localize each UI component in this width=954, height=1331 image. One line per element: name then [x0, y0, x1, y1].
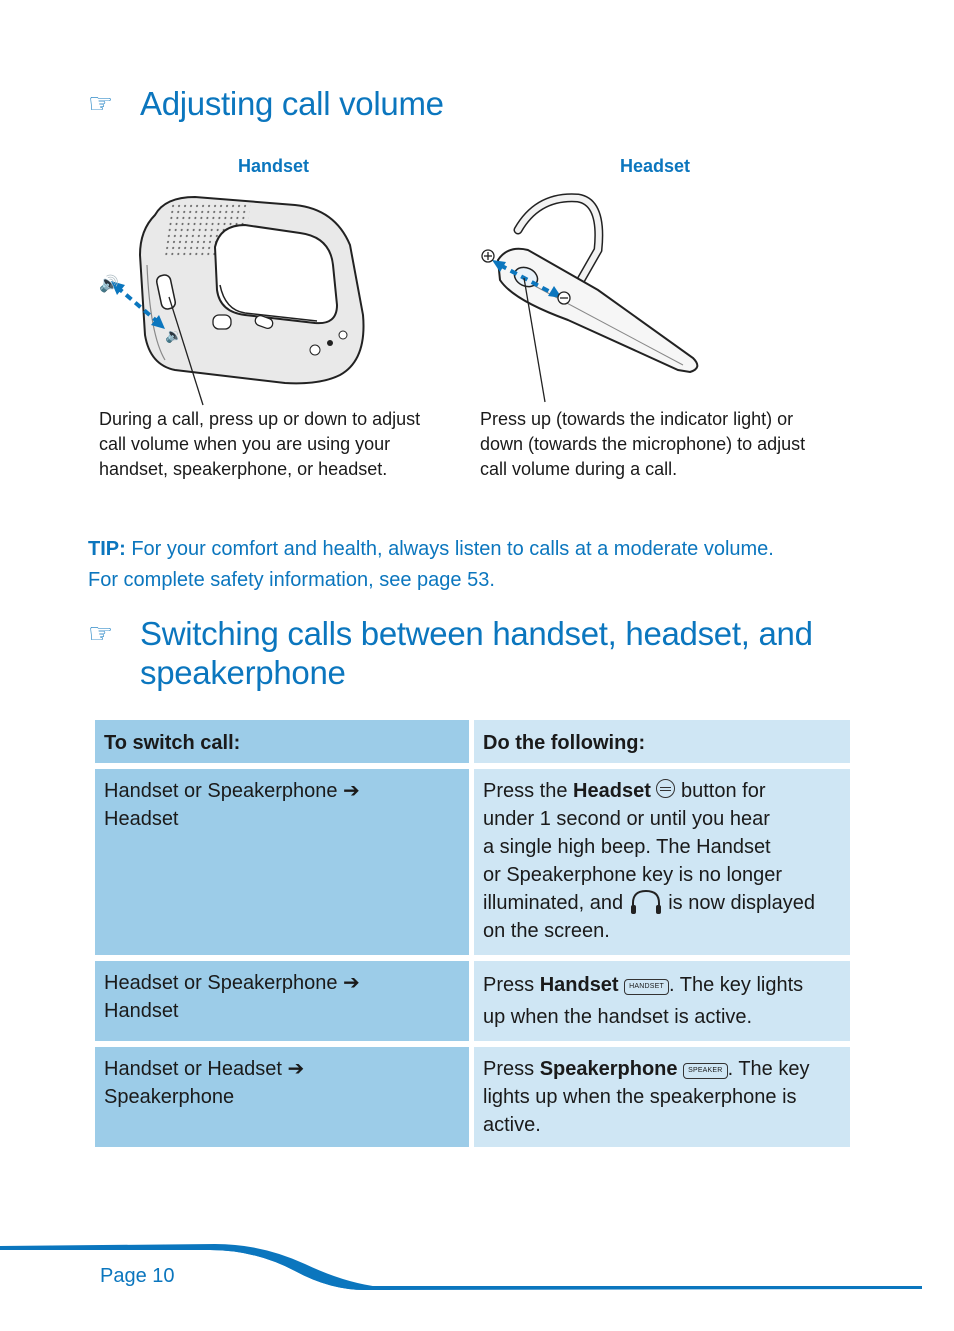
svg-text:🔉: 🔉	[165, 328, 183, 344]
handset-caption: During a call, press up or down to adjust call volume when you are using your handset, speakerphone, or headset.	[99, 409, 421, 479]
header-do-following: Do the following:	[474, 720, 850, 763]
table-row	[95, 769, 850, 955]
headset-figure-label: Headset	[620, 156, 691, 176]
speaker-key-icon: SPEAKER	[683, 1063, 727, 1079]
svg-text:🔊: 🔊	[99, 274, 119, 293]
headset-illustration	[478, 190, 708, 405]
pointing-hand-icon: ☞	[88, 617, 113, 650]
table-row	[95, 1047, 850, 1147]
safety-tip: TIP: For your comfort and health, always listen to calls at a moderate volume. For complete safety information, see page 53.	[88, 538, 774, 591]
table-row	[95, 961, 850, 1041]
handset-illustration	[95, 185, 375, 410]
handset-figure-label: Handset	[238, 156, 310, 176]
headset-caption: Press up (towards the indicator light) or down (towards the microphone) to adjust call volume during a call.	[480, 409, 806, 479]
row-3-instructions: Press Speakerphone SPEAKER . The key lights up when the speakerphone is active.	[474, 1047, 850, 1147]
row-3-switch: Handset or Headset ➔ Speakerphone	[95, 1047, 469, 1147]
headset-button-icon	[656, 779, 675, 798]
table-header-row	[95, 720, 850, 763]
page-number: Page 10	[100, 1265, 175, 1287]
section-title-switching-calls: ☞ Switching calls between handset, headset, and speakerphone	[88, 615, 813, 691]
handset-key-icon: HANDSET	[624, 979, 669, 995]
row-1-instructions: Press the Headset button for under 1 second or until you hear a single high beep. The Handset or Speakerphone key is no longer illuminated, and is now displayed on the screen.	[474, 769, 850, 955]
row-1-switch: Handset or Speakerphone ➔ Headset	[95, 769, 469, 955]
header-switch-call: To switch call:	[95, 720, 469, 763]
switch-call-table	[90, 714, 855, 1153]
pointing-hand-icon: ☞	[88, 87, 113, 120]
row-2-instructions: Press Handset HANDSET . The key lights up when the handset is active.	[474, 961, 850, 1041]
section-title-adjusting-volume: ☞ Adjusting call volume	[88, 85, 444, 122]
row-2-switch: Headset or Speakerphone ➔ Handset	[95, 961, 469, 1041]
tip-label: TIP:	[88, 538, 126, 560]
headset-screen-icon	[629, 889, 663, 915]
